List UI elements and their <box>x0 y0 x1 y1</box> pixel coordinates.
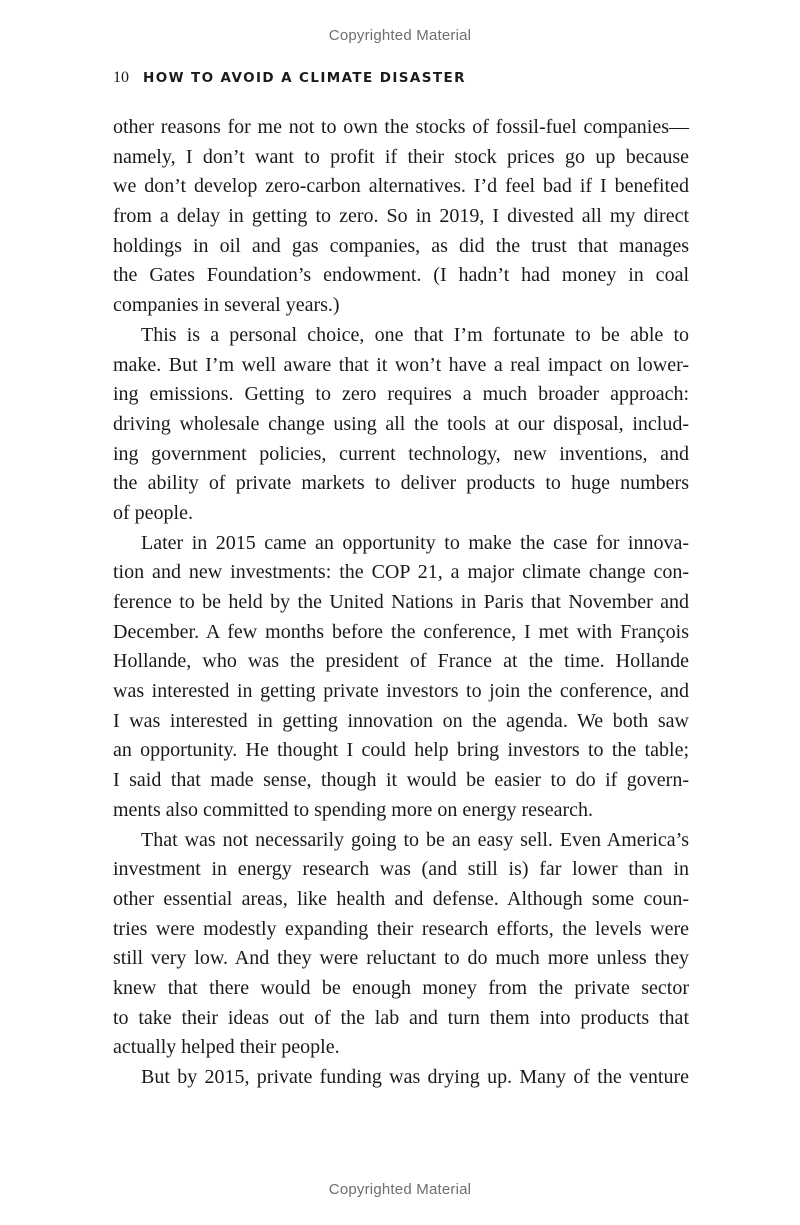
paragraph <box>113 113 689 321</box>
text-line: from a delay in getting to zero. So in 2019, I divested all my direct <box>113 205 689 228</box>
text-line: of people. <box>113 501 193 524</box>
text-line: other reasons for me not to own the stocks of fossil-fuel companies— <box>113 116 689 138</box>
paragraph <box>113 321 689 529</box>
text-line: This is a personal choice, one that I’m fortunate to be able to <box>141 323 689 346</box>
text-line: tion and new investments: the COP 21, a major climate change con- <box>113 561 689 584</box>
text-line: an opportunity. He thought I could help bring investors to the table; <box>113 739 689 762</box>
text-line: ference to be held by the United Nations in Paris that November and <box>113 591 689 613</box>
text-line: But by 2015, private funding was drying up. Many of the venture <box>141 1066 689 1088</box>
text-line: companies in several years.) <box>113 294 340 317</box>
text-line: other essential areas, like health and defense. Although some coun- <box>113 887 689 910</box>
text-line: That was not necessarily going to be an easy sell. Even America’s <box>141 828 689 851</box>
text-line: make. But I’m well aware that it won’t have a real impact on lower- <box>113 353 689 376</box>
text-line: was interested in getting private investors to join the conference, and <box>113 680 689 703</box>
text-line: Hollande, who was the president of France at the time. Hollande <box>113 650 689 673</box>
text-line: December. A few months before the conference, I met with François <box>113 620 689 643</box>
running-head <box>113 68 466 89</box>
book-title: HOW TO AVOID A CLIMATE DISASTER <box>143 70 466 86</box>
copyright-watermark-bottom: Copyrighted Material <box>328 1181 472 1198</box>
paragraph <box>113 1063 689 1093</box>
text-line: holdings in oil and gas companies, as did the trust that manages <box>113 234 689 257</box>
paragraph <box>113 529 689 826</box>
text-line: tries were modestly expanding their research efforts, the levels were <box>113 917 689 940</box>
text-line: knew that there would be enough money from the private sector <box>113 976 689 999</box>
text-line: the ability of private markets to deliver products to huge numbers <box>113 472 689 495</box>
text-line: still very low. And they were reluctant to do much more unless they <box>113 947 689 970</box>
text-line: I was interested in getting innovation on the agenda. We both saw <box>113 709 689 732</box>
page-number: 10 <box>113 69 129 86</box>
text-line: ing emissions. Getting to zero requires a much broader approach: <box>113 383 689 406</box>
text-line: driving wholesale change using all the tools at our disposal, includ- <box>113 412 689 435</box>
copyright-watermark-top: Copyrighted Material <box>328 27 472 44</box>
text-line: investment in energy research was (and still is) far lower than in <box>113 858 689 881</box>
text-line: I said that made sense, though it would be easier to do if govern- <box>113 769 689 792</box>
text-line: namely, I don’t want to profit if their stock prices go up because <box>113 145 689 168</box>
text-line: we don’t develop zero-carbon alternatives. I’d feel bad if I benefited <box>113 175 689 198</box>
text-line: to take their ideas out of the lab and turn them into products that <box>113 1006 689 1029</box>
text-line: ing government policies, current technology, new inventions, and <box>113 442 689 465</box>
text-line: Later in 2015 came an opportunity to make the case for innova- <box>141 531 689 554</box>
text-line: actually helped their people. <box>113 1036 340 1059</box>
paragraph <box>113 826 689 1064</box>
text-line: ments also committed to spending more on energy research. <box>113 798 594 821</box>
text-line: the Gates Foundation’s endowment. (I hadn’t had money in coal <box>113 264 689 287</box>
body-text <box>113 113 689 1093</box>
